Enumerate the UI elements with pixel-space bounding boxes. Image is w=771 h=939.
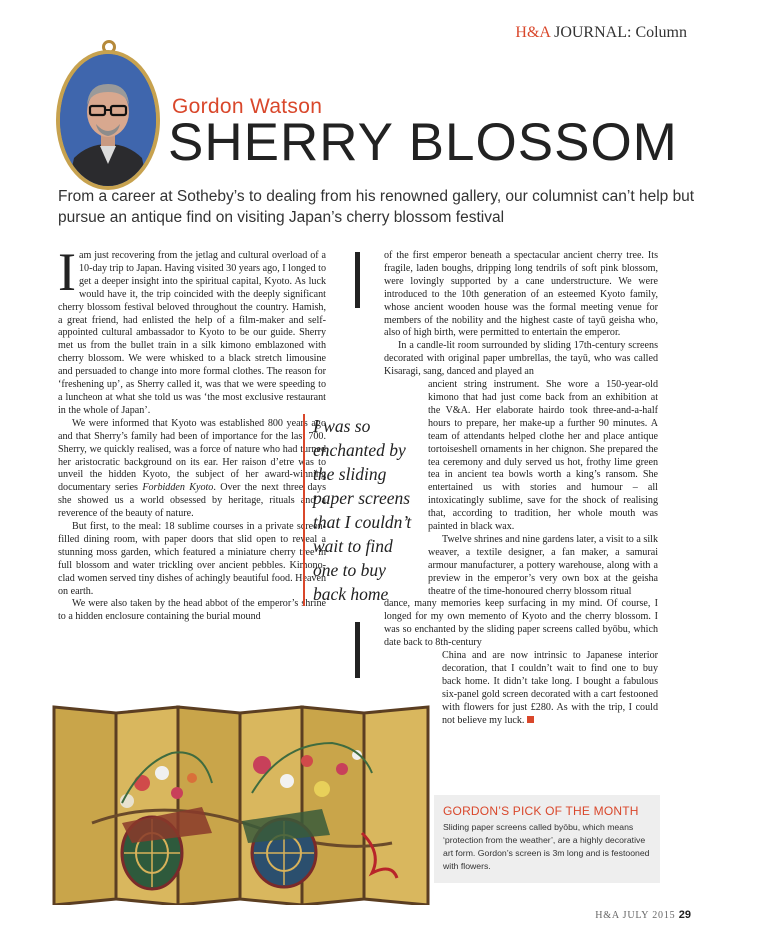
masthead [515,24,687,42]
standfirst: From a career at Sotheby’s to dealing from his renowned gallery, our columnist can’t help but pursue an antique find on visiting Japan’s cherry blossom festival [58,188,695,226]
column-divider-bar-top [355,252,360,308]
article-column-2 [384,250,658,728]
page-number: 29 [678,909,691,921]
masthead-brand: H&A [515,24,551,41]
paragraph-text: China and are now intrinsic to Japanese interior decoration, that I couldn’t wait to find one to buy back home. It didn’t take long. I bought a fabulous six-panel gold screen decorated with a cart festooned with flowers for just £280. As with the trip, I could not believe my luck. [442,650,658,726]
article-title: SHERRY BLOSSOM [168,113,678,172]
column-divider-bar-bottom [355,622,360,678]
series-title: Forbidden Kyoto [142,482,214,494]
folding-screen-illustration [52,703,432,905]
paragraph: dance, many memories keep surfacing in my mind. Of course, I longed for my own memento of Kyoto and the cherry blossom. I was so enchanted by the sliding paper screens called byōbu, which date back to 8th-century [384,598,658,649]
paragraph-text: am just recovering from the jetlag and cultural overload of a 10-day trip to Japan. Having visited 30 years ago, I longed to get a deeper insight into the spiritual capital, Kyoto. As luck would have it, the trip coincided with the deeply significant cherry blossom festival beloved throughout the country. Hamish, a great friend, had enlisted the help of a film-maker and self-appointed cultural ambassador to Kyoto to be our guide. Sherry met us from the bullet train in a silk kimono emblazoned with cherry blossom. We were whisked to a black stretch limousine and persuaded to change into more formal clothes. The reason for ‘freshening up’, as Sherry called it, was that we were speeding to a luncheon at what she told us was ‘the most exclusive restaurant in the whole of Japan’. [58,250,326,416]
article-column-1 [58,242,327,624]
paragraph-text: We were informed that Kyoto was established 800 years ago and that Sherry’s family had been of importance for the last 700. Sherry, we quickly realised, was a force of nature who had turned her aristocratic background on its ear. Her raison d’etre was to unveil the hidden Kyoto, the subject of her award-winning documentary series [58,417,326,494]
paragraph: We were also taken by the head abbot of the emperor’s shrine to a hidden enclosure containing the burial mound [58,598,326,623]
screen-panels [54,707,428,905]
paragraph-text: . Over the next three days she showed us a world obsessed by heritage, rituals and a reverence of the beauty of nature. [58,482,327,520]
byobu-screen-image [52,703,432,905]
paragraph: But first, to the meal: 18 sublime courses in a private screen-filled dining room, with paper doors that slid open to reveal a stunning moss garden, which featured a miniature cherry tree in full blossom and water trickling over ancient pebbles. Kimono-clad women served tiny dishes of achingly beautiful food. Heaven on earth. [58,521,326,597]
paragraph [58,242,326,418]
page-folio [595,909,691,921]
author-name: Gordon Watson [172,95,323,118]
paragraph: of the first emperor beneath a spectacular ancient cherry tree. Its fragile, laden boughs, dripping long tendrils of soft pink blossom, were lovingly supported by a cane understructure. We were introduced to the 10th generation of an esteemed Kyoto family, whose ancient wooden house was the formal meeting venue for members of the nobility and the highest caste of tayū geisha who, also of high birth, were permitted to entertain the emperor. [384,250,658,339]
drop-cap: I [58,242,76,302]
portrait-frame [56,50,160,190]
paragraph [442,650,658,727]
author-portrait [56,40,160,190]
folio-issue: H&A JULY 2015 [595,910,676,921]
pull-quote: I was so enchanted by the sliding paper screens that I couldn’t wait to find one to buy back home [303,414,421,606]
pick-of-the-month-box [434,795,660,883]
author-photo [60,54,156,186]
end-mark [527,716,534,723]
paragraph [58,418,326,521]
masthead-label: Column [635,24,687,41]
masthead-section: JOURNAL: [554,24,632,41]
paragraph: In a candle-lit room surrounded by sliding 17th-century screens decorated with original paper umbrellas, the tayū, who was called Kisaragi, sang, danced and played an [384,340,658,378]
paragraph: Twelve shrines and nine gardens later, a visit to a silk weaver, a textile designer, a fan maker, a samurai armour manufacturer, a pottery warehouse, along with a preview in the emperor’s very own box at the geisha theatre of the time-honoured cherry blossom ritual [428,533,658,597]
sidebar-heading: GORDON’S PICK OF THE MONTH [443,804,639,818]
paragraph: ancient string instrument. She wore a 150-year-old kimono that had just come back from an exhibition at the V&A. Her elaborate hairdo took three-and-a-half hours to prepare, her make-up a further 90 minutes. A team of attendants helped clothe her and place antique tortoiseshell ornaments in her chignon. She prepared the tea ceremony and duly served us hot, frothy lime green tea in ancient tea bowls worth a king’s ransom. She entertained us with stories and humour – all intoxicatingly sublime, save for the shock of realising that, according to tradition, her whole mouth was painted in black wax. [428,379,658,533]
sidebar-text: Sliding paper screens called byōbu, which means ‘protection from the weather’, are a highly decorative art form. Gordon’s screen is 3m long and is festooned with flowers. [443,822,650,871]
